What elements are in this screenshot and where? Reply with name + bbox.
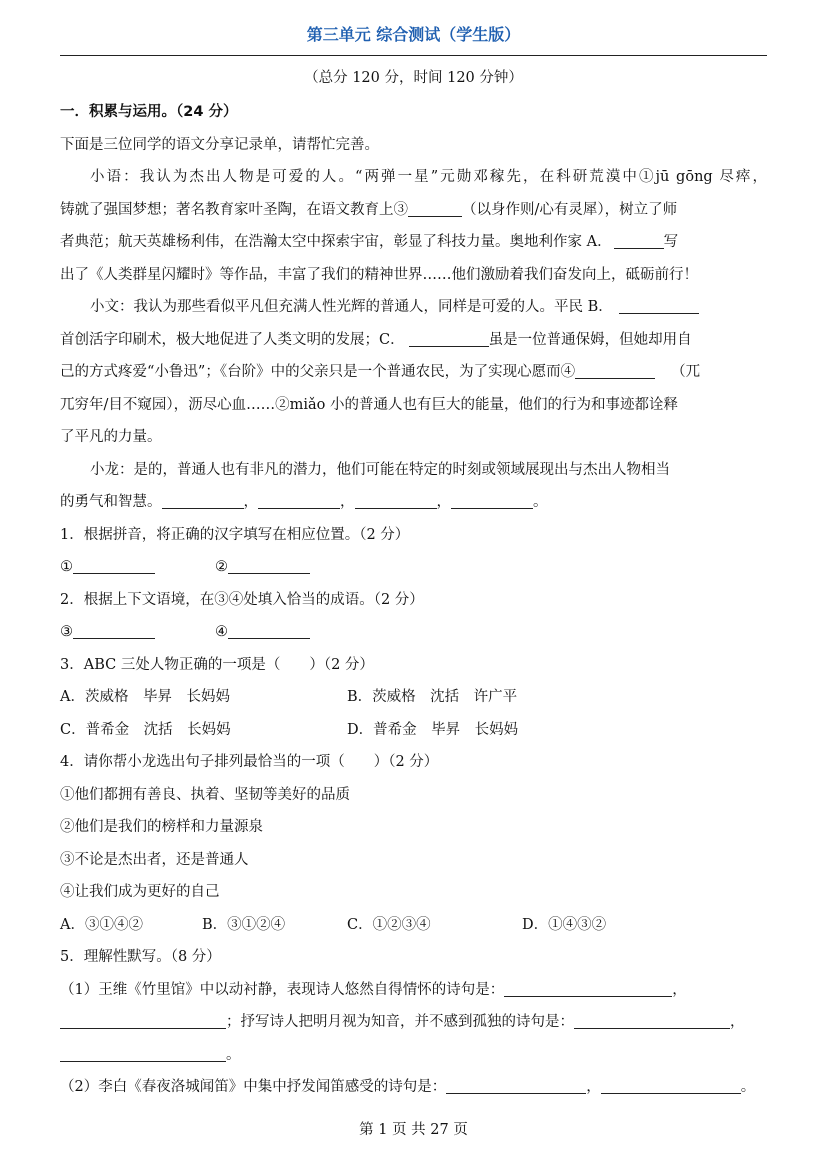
passage-text: 己的方式疼爱“小鲁迅”；《台阶》中的父亲只是一个普通农民，为了实现心愿而④ (60, 364, 576, 380)
option-row (60, 681, 767, 714)
passage-line (60, 486, 767, 519)
answer-blank[interactable] (228, 622, 310, 639)
option-a[interactable]: A．③①④② (60, 916, 143, 933)
answer-blank[interactable] (504, 980, 672, 997)
passage-line (60, 226, 767, 259)
sentence-item: ②他们是我们的榜样和力量源泉 (60, 819, 263, 835)
separator: ， (243, 494, 258, 510)
passage-text: （以身作则/心有灵犀），树立了师 (462, 201, 678, 218)
passage-line (60, 356, 767, 389)
passage-line (60, 194, 767, 227)
separator: 。 (740, 1079, 756, 1095)
page-number: 第 1 页 共 27 页 (359, 1122, 468, 1138)
answer-blank[interactable] (409, 330, 489, 347)
question-stem: 2．根据上下文语境，在③④处填入恰当的成语。（2 分） (60, 591, 424, 608)
sentence-item: ①他们都拥有善良、执着、坚韧等美好的品质 (60, 786, 350, 803)
answer-row (60, 1039, 767, 1072)
answer-blank[interactable] (60, 1012, 226, 1029)
answer-blank[interactable] (601, 1077, 741, 1094)
answer-blank[interactable] (619, 297, 699, 314)
answer-label: ③ (60, 624, 73, 640)
separator: 。 (533, 494, 548, 510)
answer-blank[interactable] (575, 362, 655, 379)
answer-blank[interactable] (162, 492, 244, 509)
option-row (60, 714, 767, 747)
answer-blank[interactable] (451, 492, 533, 509)
answer-blank[interactable] (408, 200, 462, 217)
answer-label: ① (60, 559, 73, 575)
separator: ， (340, 494, 355, 510)
passage-text: 小文：我认为那些看似平凡但充满人性光辉的普通人，同样是可爱的人。平民 B． (90, 299, 613, 315)
sentence-item: ③不论是杰出者，还是普通人 (60, 851, 249, 868)
question-text: （1）王维《竹里馆》中以动衬静，表现诗人悠然自得情怀的诗句是： (60, 981, 505, 998)
option-row (60, 909, 767, 942)
answer-blank[interactable] (574, 1012, 730, 1029)
option-c[interactable]: C．普希金 沈括 长妈妈 (60, 721, 231, 738)
passage-text: （兀 (671, 364, 701, 380)
question-text: ；抒写诗人把明月视为知音，并不感到孤独的诗句是： (226, 1014, 574, 1030)
exam-info: （总分 120 分，时间 120 分钟） (304, 70, 523, 86)
option-b[interactable]: B．③①②④ (202, 916, 286, 933)
question-stem: 4．请你帮小龙选出句子排列最恰当的一项（ ）（2 分） (60, 754, 439, 770)
passage-line (60, 291, 767, 324)
answer-blank[interactable] (228, 557, 310, 574)
answer-blank[interactable] (73, 622, 155, 639)
option-a[interactable]: A．茨威格 毕昇 长妈妈 (60, 689, 230, 705)
answer-row (60, 1071, 767, 1104)
question-stem: 1．根据拼音，将正确的汉字填写在相应位置。（2 分） (60, 526, 410, 543)
passage-line: 了平凡的力量。 (60, 429, 162, 445)
passage-line: 出了《人类群星闪耀时》等作品，丰富了我们的精神世界……他们激励着我们奋发向上，砥砺前行！ (60, 266, 698, 283)
passage-line: 兀穷年/目不窥园），沥尽心血……②miǎo 小的普通人也有巨大的能量，他们的行为和事迹都诠释 (60, 396, 679, 413)
passage-text: 者典范；航天英雄杨利伟，在浩瀚太空中探索宇宙，彰显了科技力量。奥地利作家 A． (60, 234, 612, 250)
answer-blank[interactable] (446, 1077, 586, 1094)
section-title: 一．积累与运用。（24 分） (60, 104, 238, 120)
passage-line: 小语：我认为杰出人物是可爱的人。“两弹一星”元勋邓稼先，在科研荒漠中①jū gōng 尽瘁， (90, 169, 767, 185)
sentence-item: ④让我们成为更好的自己 (60, 884, 220, 900)
option-d[interactable]: D．普希金 毕昇 长妈妈 (347, 721, 519, 738)
passage-line: 小龙：是的，普通人也有非凡的潜力，他们可能在特定的时刻或领域展现出与杰出人物相当 (90, 461, 670, 478)
answer-blank[interactable] (614, 232, 664, 249)
answer-row (60, 551, 767, 584)
question-stem: 5．理解性默写。（8 分） (60, 949, 221, 965)
passage-text: 的勇气和智慧。 (60, 494, 162, 510)
option-c[interactable]: C．①②③④ (347, 916, 431, 933)
answer-row (60, 616, 767, 649)
answer-label: ② (215, 559, 228, 575)
intro-text: 下面是三位同学的语文分享记录单，请帮忙完善。 (60, 136, 379, 153)
answer-blank[interactable] (60, 1045, 226, 1062)
title-divider (60, 55, 767, 56)
answer-blank[interactable] (258, 492, 340, 509)
passage-line (60, 324, 767, 357)
passage-text: 写 (663, 234, 679, 250)
question-text: （2）李白《春夜洛城闻笛》中集中抒发闻笛感受的诗句是： (60, 1079, 447, 1095)
answer-blank[interactable] (73, 557, 155, 574)
option-b[interactable]: B．茨威格 沈括 许广平 (347, 689, 518, 705)
answer-row (60, 1006, 767, 1039)
passage-text: 首创活字印刷术，极大地促进了人类文明的发展；C． (60, 331, 405, 348)
answer-label: ④ (215, 624, 228, 640)
answer-blank[interactable] (355, 492, 437, 509)
separator: ， (672, 981, 687, 998)
option-d[interactable]: D．①④③② (522, 916, 607, 933)
separator: ， (436, 494, 451, 510)
separator: 。 (226, 1046, 241, 1063)
exam-content (60, 96, 767, 1104)
question-stem: 3．ABC 三处人物正确的一项是（ ）（2 分） (60, 656, 374, 673)
passage-text: 铸就了强国梦想；著名教育家叶圣陶，在语文教育上③ (60, 201, 408, 218)
separator: ， (586, 1079, 601, 1095)
separator: ， (730, 1014, 745, 1030)
answer-row (60, 974, 767, 1007)
passage-text: 虽是一位普通保姆，但她却用自 (488, 331, 692, 348)
page-title: 第三单元 综合测试（学生版） (306, 25, 521, 44)
